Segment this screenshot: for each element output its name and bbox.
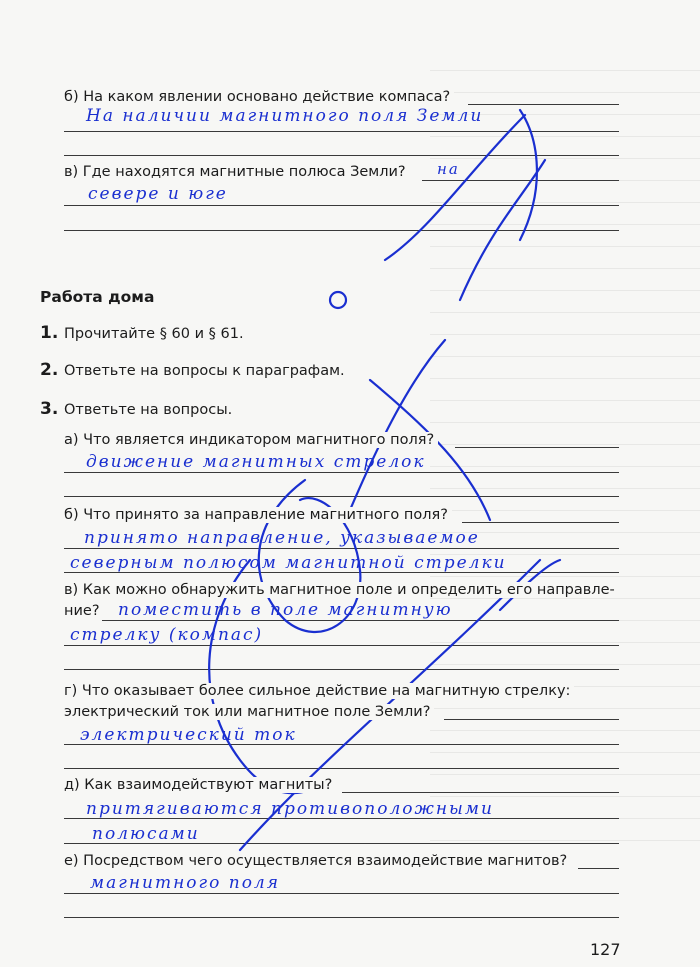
question-text: б) Что принято за направление магнитного поля? (64, 507, 452, 523)
handwritten-answer: северным полюсом магнитной стрелки (70, 553, 507, 573)
question-text: а) Что является индикатором магнитного поля? (64, 432, 438, 448)
answer-line (64, 645, 619, 646)
handwritten-answer: принято направление, указываемое (84, 528, 480, 548)
section-title: Работа дома (40, 288, 155, 306)
answer-line (64, 843, 619, 844)
question-e (64, 851, 624, 872)
answer-line (444, 719, 619, 720)
answer-line (468, 104, 619, 105)
answer-line (64, 496, 619, 497)
handwritten-answer: стрелку (компас) (70, 625, 264, 645)
question-v (64, 580, 624, 601)
answer-line (64, 744, 619, 745)
task-item (40, 323, 244, 343)
task-number: 1. (40, 323, 59, 343)
task-number: 3. (40, 399, 59, 419)
answer-line (462, 522, 619, 523)
handwritten-answer: магнитного поля (90, 873, 281, 893)
question-g (64, 681, 624, 702)
handwritten-answer: севере и юге (88, 184, 228, 204)
question-text: е) Посредством чего осуществляется взаимодействие магнитов? (64, 853, 571, 869)
answer-line (64, 205, 619, 206)
answer-line (64, 768, 619, 769)
handwritten-answer: На наличии магнитного поля Земли (86, 106, 484, 126)
handwritten-answer: движение магнитных стрелок (86, 452, 426, 472)
answer-line (64, 818, 619, 819)
task-text: Ответьте на вопросы. (64, 402, 233, 418)
question-text: в) Как можно обнаружить магнитное поле и определить его направле- (64, 582, 619, 598)
answer-line (64, 893, 619, 894)
answer-line (64, 155, 619, 156)
answer-line (64, 669, 619, 670)
task-item (40, 360, 345, 380)
answer-line (64, 548, 619, 549)
answer-line (64, 472, 619, 473)
handwritten-answer-inline: на (437, 160, 460, 178)
answer-line (64, 131, 619, 132)
question-text: ние? (64, 603, 104, 619)
handwritten-answer: поместить в поле магнитную (118, 600, 453, 620)
answer-line (102, 620, 619, 621)
task-number: 2. (40, 360, 59, 380)
answer-line (578, 868, 619, 869)
answer-line (455, 447, 619, 448)
handwritten-answer: полюсами (92, 824, 200, 844)
task-text: Прочитайте § 60 и § 61. (64, 326, 244, 342)
question-text: в) Где находятся магнитные полюса Земли? (64, 164, 410, 180)
question-text: б) На каком явлении основано действие компаса? (64, 89, 454, 105)
page-number: 127 (590, 940, 621, 959)
question-text: д) Как взаимодействуют магниты? (64, 777, 336, 793)
handwritten-answer: притягиваются противоположными (86, 799, 494, 819)
task-item (40, 399, 232, 419)
answer-line (64, 917, 619, 918)
question-text: электрический ток или магнитное поле Земли? (64, 704, 434, 720)
answer-line (342, 792, 619, 793)
answer-line (422, 180, 619, 181)
answer-line (64, 230, 619, 231)
question-text: г) Что оказывает более сильное действие на магнитную стрелку: (64, 683, 574, 699)
handwritten-answer: электрический ток (80, 725, 297, 745)
task-text: Ответьте на вопросы к параграфам. (64, 363, 345, 379)
answer-line (64, 572, 619, 573)
